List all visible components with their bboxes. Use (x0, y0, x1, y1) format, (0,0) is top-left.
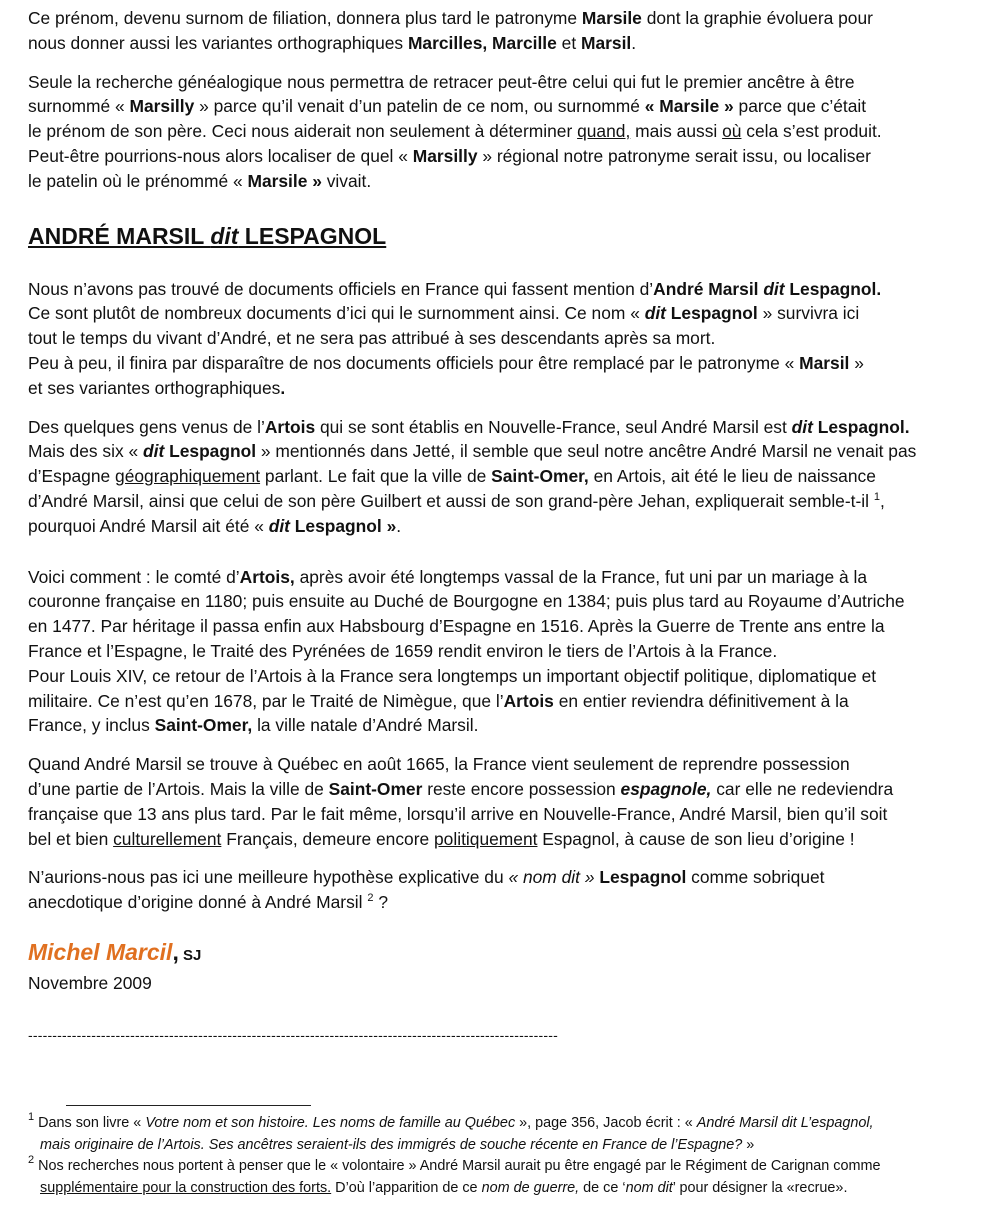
text-line: Quand André Marsil se trouve à Québec en août 1665, la France vient seulement de reprendre possession (28, 754, 850, 775)
paragraph-5 (28, 565, 978, 739)
text-line: le prénom de son père. Ceci nous aiderait non seulement à déterminer quand, mais aussi où cela s’est produit. (28, 121, 882, 142)
paragraph-7 (28, 865, 978, 915)
text-line: Pour Louis XIV, ce retour de l’Artois à la France sera longtemps un important objectif politique, diplomatique et (28, 665, 877, 686)
text-line: nous donner aussi les variantes orthographiques Marcilles, Marcille et Marsil. (28, 32, 637, 53)
text-line: d’une partie de l’Artois. Mais la ville de Saint-Omer reste encore possession espagnole, car elle ne redeviendra (28, 778, 894, 799)
footnotes (28, 1113, 978, 1199)
footnote-1: $^1$ Dans son livre « Votre nom et son histoire. Les noms de famille au Québec », page 356, Jacob écrit : « André Marsil dit L’espagnol, mais originaire de l’Artois. Ses ancêtres seraient-ils des immigrés de souche récente en France de l’Espagne? » (28, 1111, 874, 1153)
text-line: Ce sont plutôt de nombreux documents d’ici qui le surnomment ainsi. Ce nom « dit Lespagnol » survivra ici (28, 303, 860, 324)
footnote-ref-2[interactable]: 2 (367, 892, 374, 905)
text-line: militaire. Ce n’est qu’en 1678, par le Traité de Nimègue, que l’Artois en entier reviendra définitivement à la (28, 690, 849, 711)
section-heading: ANDRÉ MARSIL dit LESPAGNOL (28, 222, 387, 249)
text-line: en 1477. Par héritage il passa enfin aux Habsbourg d’Espagne en 1516. Après la Guerre de Trente ans entre la (28, 616, 885, 637)
text-line: bel et bien culturellement Français, demeure encore politiquement Espagnol, à cause de son lieu d’origine ! (28, 828, 855, 849)
text-line: Peu à peu, il finira par disparaître de nos documents officiels pour être remplacé par le patronyme « Marsil » (28, 352, 864, 373)
text-line: N’aurions-nous pas ici une meilleure hypothèse explicative du « nom dit » Lespagnol comme sobriquet (28, 867, 825, 888)
paragraph-3 (28, 277, 978, 401)
document-date: Novembre 2009 (28, 972, 152, 993)
paragraph-4 (28, 415, 978, 539)
text-line: tout le temps du vivant d’André, et ne sera pas attribué à ses descendants après sa mort. (28, 328, 716, 349)
text-line: Seule la recherche généalogique nous permettra de retracer peut-être celui qui fut le premier ancêtre à être (28, 71, 855, 92)
separator-line: ------------------------------------------------------------------------------------------------------------- (28, 1026, 558, 1043)
footnote-2: $^2$ Nos recherches nous portent à penser que le « volontaire » André Marsil aurait pu être engagé par le Régiment de Carignan comme supplémentaire pour la construction des forts. D’où l’apparition de ce nom de guerre, de ce ‘nom dit’ pour désigner la «recrue». (28, 1154, 881, 1196)
text-line: pourquoi André Marsil ait été « dit Lespagnol ». (28, 515, 402, 536)
text-line: Des quelques gens venus de l’Artois qui se sont établis en Nouvelle-France, seul André Marsil est dit Lespagnol. (28, 416, 910, 437)
text-line: France et l’Espagne, le Traité des Pyrénées de 1659 rendit environ le tiers de l’Artois à la France. (28, 640, 778, 661)
author-name: Michel Marcil (28, 938, 173, 965)
text-line: d’André Marsil, ainsi que celui de son père Guilbert et aussi de son grand-père Jehan, expliquerait semble-t-il $^1$, (28, 490, 885, 511)
text-line: Nous n’avons pas trouvé de documents officiels en France qui fassent mention d’André Marsil dit Lespagnol. (28, 278, 882, 299)
text-line: le patelin où le prénommé « Marsile » vivait. (28, 170, 372, 191)
text-line: française que 13 ans plus tard. Par le fait même, lorsqu’il arrive en Nouvelle-France, André Marsil, bien qu’il soit (28, 803, 888, 824)
text-line: anecdotique d’origine donné à André Marsil $^2$ ? (28, 892, 388, 913)
intro-paragraph-2 (28, 70, 978, 194)
author-suffix: SJ (178, 946, 202, 964)
text-line: Peut-être pourrions-nous alors localiser de quel « Marsilly » régional notre patronyme serait issu, ou localiser (28, 145, 871, 166)
footnote-ref-1[interactable]: 1 (873, 490, 880, 503)
text-line: Voici comment : le comté d’Artois, après avoir été longtemps vassal de la France, fut uni par un mariage à la (28, 566, 868, 587)
text-line: surnommé « Marsilly » parce qu’il venait d’un patelin de ce nom, ou surnommé « Marsile » parce que c’était (28, 96, 867, 117)
text-line: France, y inclus Saint-Omer, la ville natale d’André Marsil. (28, 715, 479, 736)
text-line: Mais des six « dit Lespagnol » mentionnés dans Jetté, il semble que seul notre ancêtre André Marsil ne venait pas (28, 441, 917, 462)
text-line: Ce prénom, devenu surnom de filiation, donnera plus tard le patronyme Marsile dont la graphie évoluera pour (28, 8, 873, 28)
text-line: et ses variantes orthographiques. (28, 377, 286, 398)
text-line: couronne française en 1180; puis ensuite au Duché de Bourgogne en 1384; puis plus tard au Royaume d’Autriche (28, 591, 905, 612)
text-line: d’Espagne géographiquement parlant. Le fait que la ville de Saint-Omer, en Artois, ait été le lieu de naissance (28, 466, 876, 487)
intro-paragraph-1 (28, 6, 978, 56)
paragraph-6 (28, 752, 978, 851)
document-page (28, 6, 978, 1045)
footnote-divider (66, 1105, 311, 1106)
author-signature: Michel Marcil, SJ (28, 938, 202, 965)
